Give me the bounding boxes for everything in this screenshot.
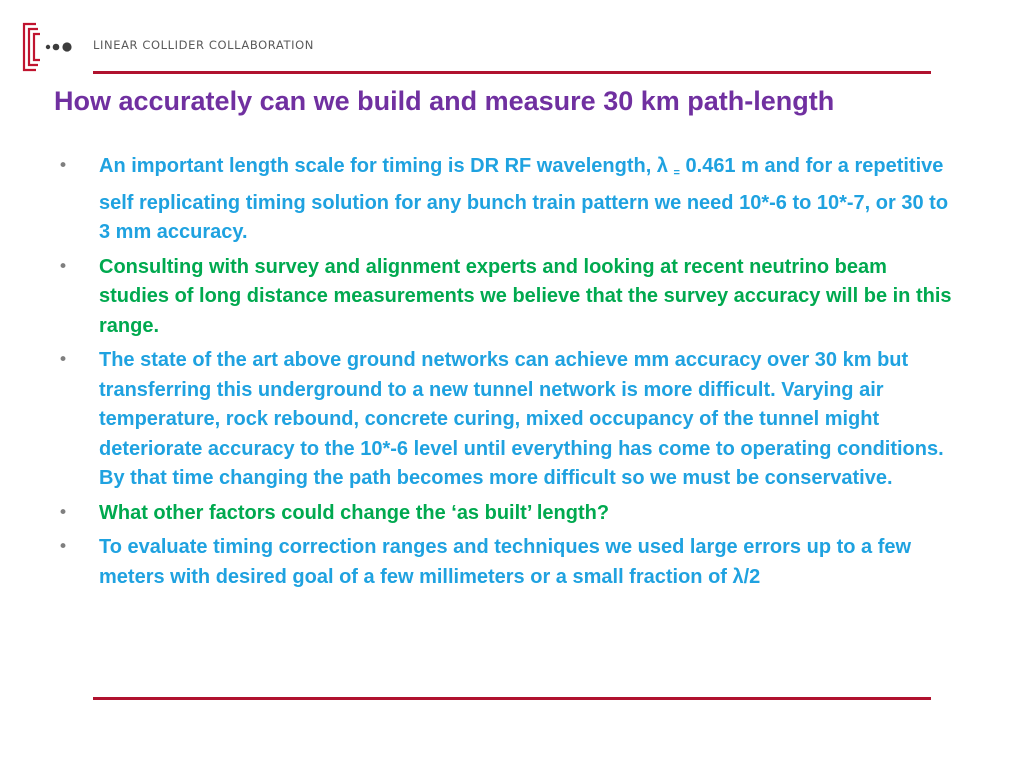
bullet-dot: • (58, 350, 69, 370)
bullet-dot: • (58, 502, 69, 523)
bullet-text-1a: An important length scale for timing is DR RF wavelength, λ (99, 155, 674, 177)
bullet-text-2: Consulting with survey and alignment experts and looking at recent neutrino beam studies of long distance measurements we believe that the survey accuracy will be in this range. (99, 255, 952, 337)
bullet-item-1 (54, 152, 954, 248)
bullet-text-5: To evaluate timing correction ranges and techniques we used large errors up to a few meters with desired goal of a few millimeters or a small fraction of λ/2 (99, 536, 912, 588)
lcc-logo-icon (22, 22, 74, 72)
slide-title: How accurately can we build and measure 30 km path-length (54, 86, 835, 116)
bullet-list (54, 152, 954, 597)
bullet-dot: • (58, 256, 69, 277)
bullet-item-4 (54, 499, 954, 529)
bullet-item-2 (54, 253, 954, 342)
bullet-dot: • (58, 537, 69, 557)
org-name: LINEAR COLLIDER COLLABORATION (93, 38, 314, 52)
subscript-equals: = (673, 167, 680, 179)
bullet-text-4: What other factors could change the ‘as built’ length? (99, 501, 610, 524)
bullet-item-5 (54, 533, 954, 592)
top-divider (93, 71, 931, 74)
bullet-text-1b: 0.461 m and for a repetitive self replicating timing solution for any bunch train pattern we need 10*-6 to 10*-7, or 30 to 3 mm accuracy. (99, 155, 949, 243)
bottom-divider (93, 697, 931, 700)
bullet-dot: • (58, 156, 69, 176)
bullet-item-3 (54, 346, 954, 494)
bullet-text-3: The state of the art above ground networks can achieve mm accuracy over 30 km but transferring this underground to a new tunnel network is more difficult. Varying air temperature, rock rebound, concrete curing, mixed occupancy of the tunnel might deteriorate accuracy to the 10*-6 level until everything has come to operating conditions. By that time changing the path becomes more difficult so we must be conservative. (99, 349, 944, 489)
